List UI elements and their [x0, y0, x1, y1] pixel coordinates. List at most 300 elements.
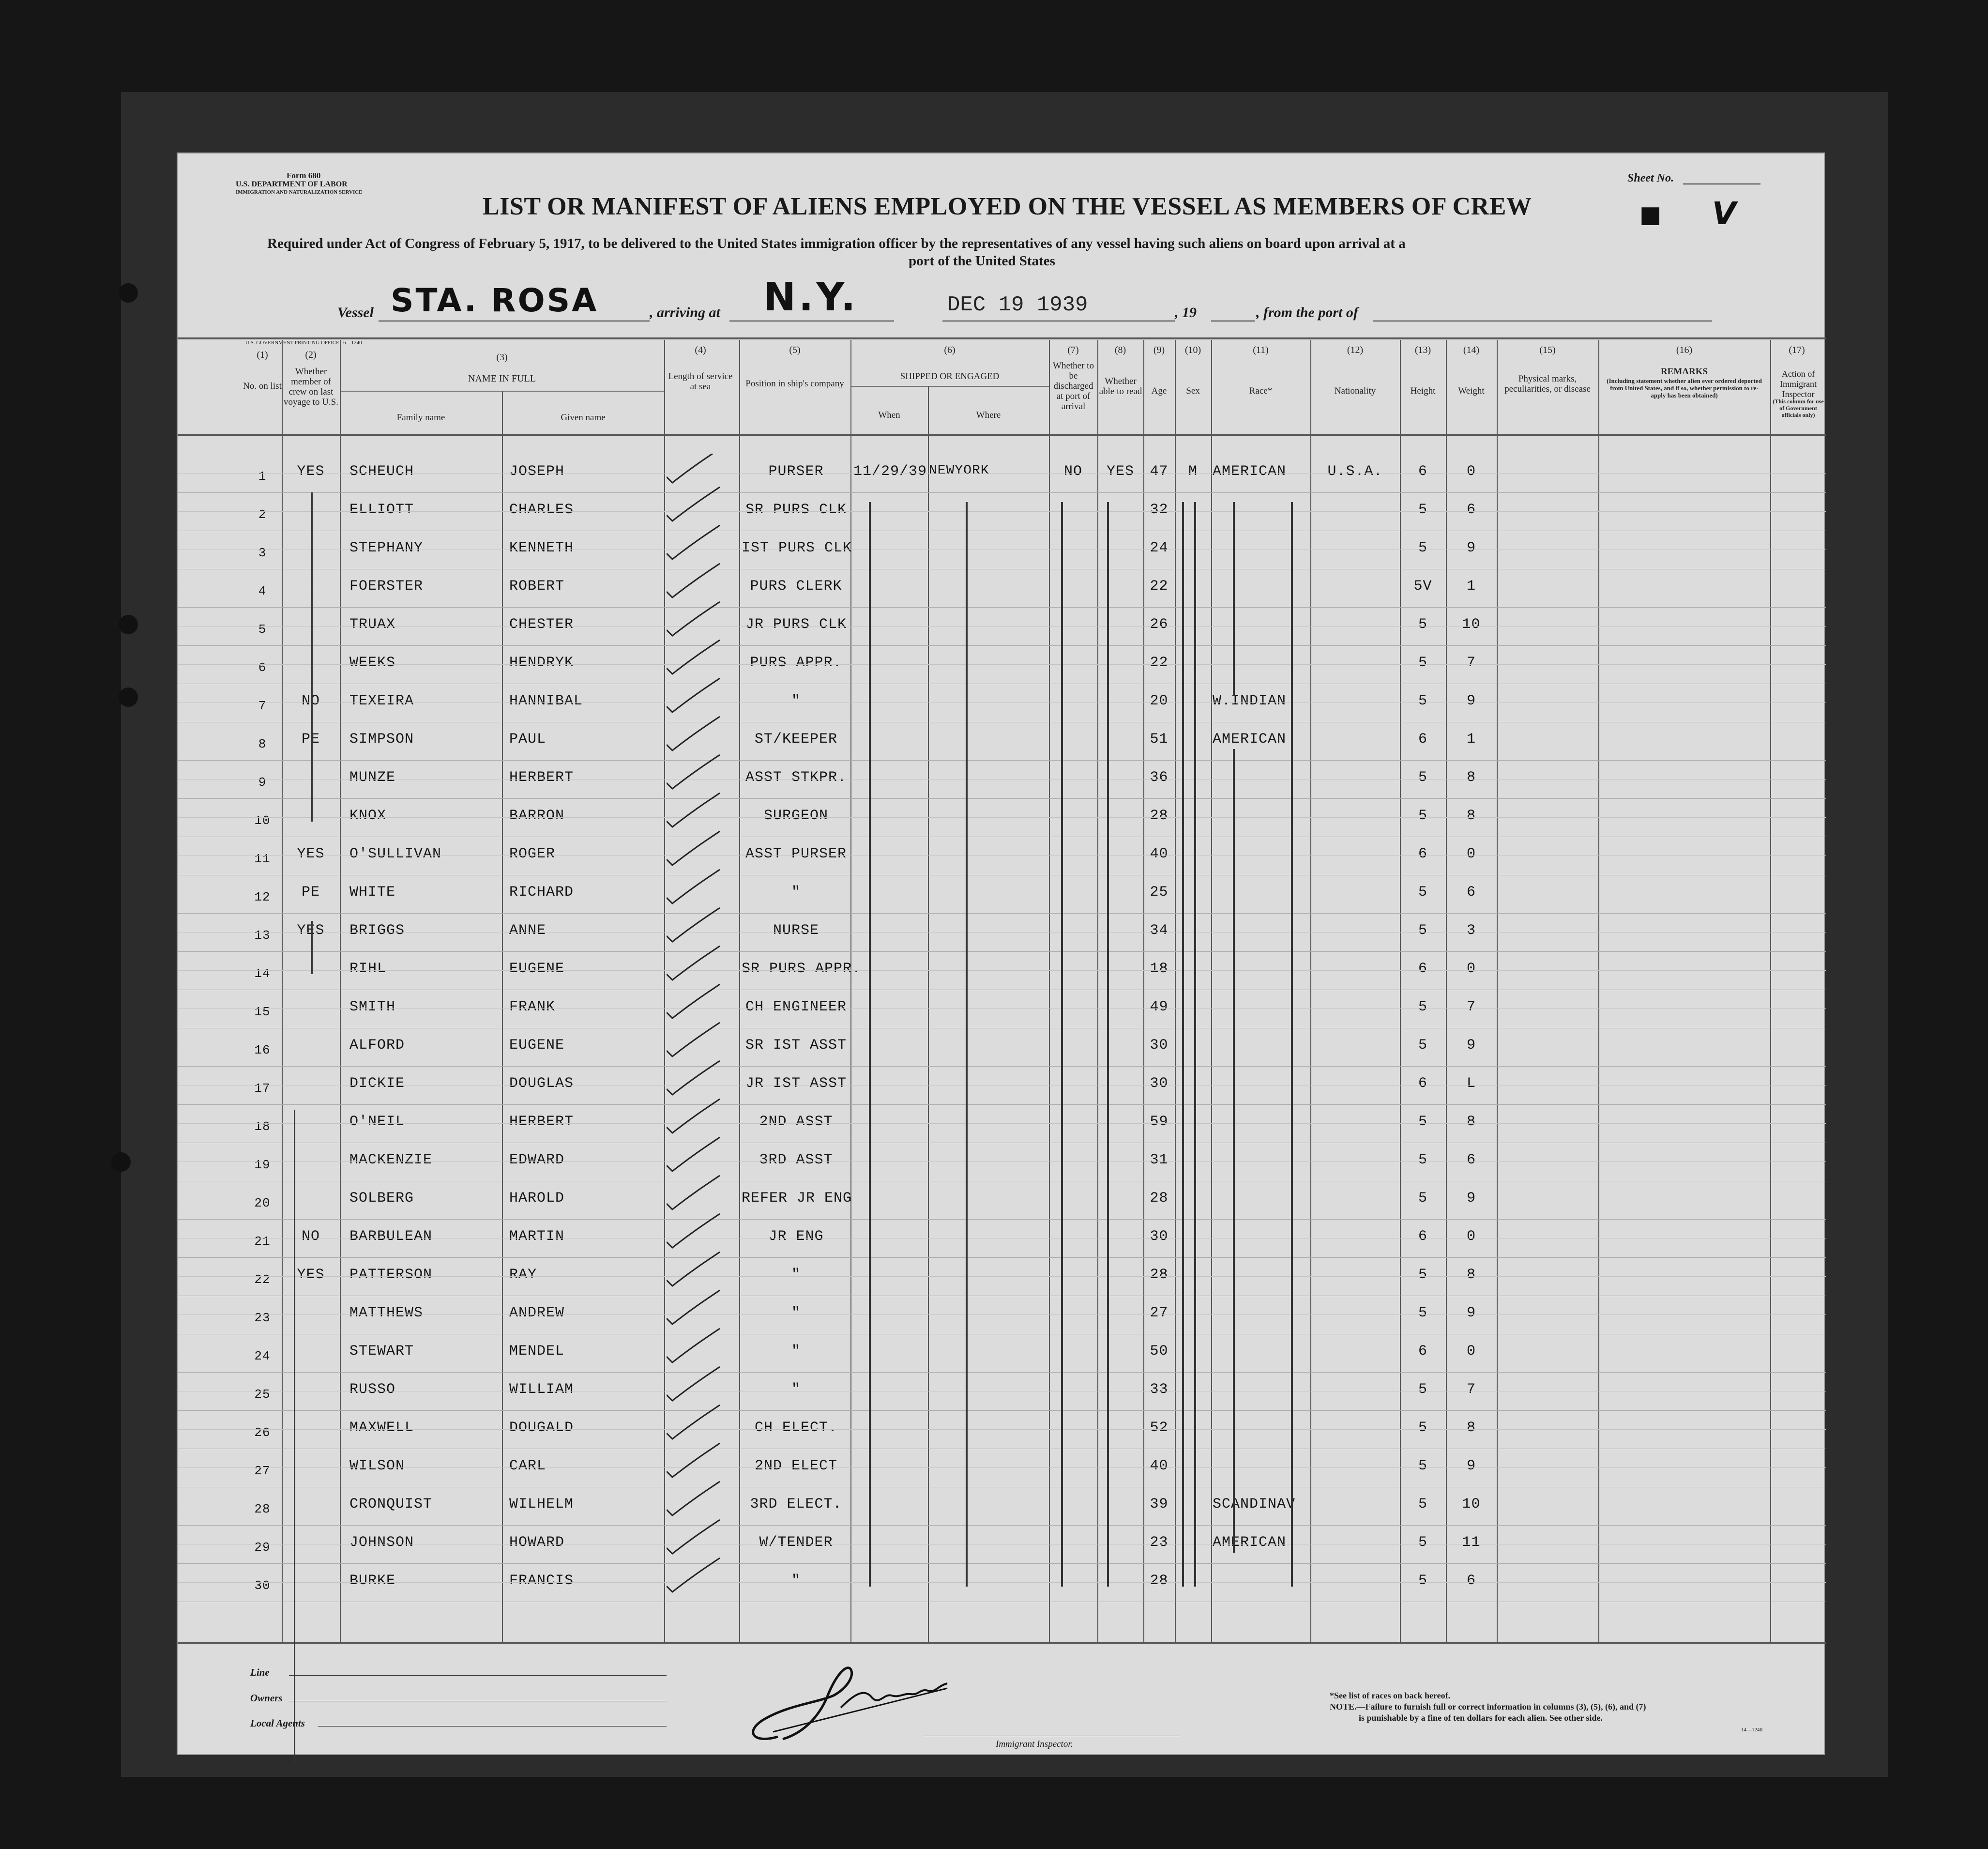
col-header-where: Where	[976, 410, 1001, 420]
prior-voyage: PE	[301, 731, 320, 748]
position: ASST STKPR.	[745, 769, 847, 786]
col-9-number: (9)	[1153, 345, 1165, 355]
race: W.INDIAN	[1213, 693, 1287, 709]
weight: 0	[1466, 1228, 1476, 1245]
age: 28	[1150, 1267, 1169, 1283]
row-number: 29	[254, 1540, 271, 1555]
position: "	[791, 1381, 801, 1398]
row-number: 4	[258, 584, 267, 598]
family-name: WHITE	[349, 884, 396, 901]
col-header-when: When	[878, 410, 900, 420]
height: 6	[1418, 961, 1427, 977]
row-number: 10	[254, 813, 271, 828]
row-number: 26	[254, 1425, 271, 1440]
given-name: CHESTER	[509, 616, 574, 633]
height: 6	[1418, 1228, 1427, 1245]
discharge: NO	[1063, 463, 1082, 480]
weight: 11	[1462, 1534, 1481, 1551]
position: 2ND ELECT	[754, 1458, 838, 1474]
height: 5	[1418, 1267, 1427, 1283]
col-header-physical-marks: Physical marks, peculiarities, or disease	[1504, 374, 1591, 394]
row-number: 28	[254, 1502, 271, 1516]
age: 32	[1150, 502, 1169, 518]
position: JR ENG	[768, 1228, 824, 1245]
form-code: 14—1240	[1741, 1727, 1762, 1733]
given-name: HOWARD	[509, 1534, 565, 1551]
col-2-number: (2)	[305, 350, 317, 360]
service-check-mark	[667, 984, 720, 1018]
local-agents-label: Local Agents	[250, 1717, 305, 1729]
prior-voyage: YES	[297, 922, 325, 939]
sex: M	[1188, 463, 1198, 480]
punch-hole	[111, 1152, 131, 1172]
service-check-marks	[667, 454, 734, 1635]
height: 5	[1418, 1305, 1427, 1321]
age: 22	[1150, 578, 1169, 595]
ditto-mark	[1233, 749, 1235, 1553]
row-number: 2	[258, 507, 267, 522]
weight: 10	[1462, 1496, 1481, 1513]
col-header-height: Height	[1410, 386, 1436, 396]
age: 26	[1150, 616, 1169, 633]
height: 6	[1418, 1075, 1427, 1092]
prior-voyage: NO	[301, 693, 320, 709]
position: JR IST ASST	[745, 1075, 847, 1092]
service-check-mark	[667, 1137, 720, 1171]
height: 6	[1418, 731, 1427, 748]
col-header-sex: Sex	[1186, 386, 1200, 396]
position: W/TENDER	[759, 1534, 833, 1551]
arriving-port: N.Y.	[763, 275, 859, 320]
age: 23	[1150, 1534, 1169, 1551]
prior-voyage: NO	[301, 1228, 320, 1245]
subtitle-2: port of the United States	[909, 253, 1055, 269]
row-number: 27	[254, 1464, 271, 1478]
height: 5	[1418, 1420, 1427, 1436]
weight: 7	[1466, 1381, 1476, 1398]
given-name: WILLIAM	[509, 1381, 574, 1398]
given-name: HENDRYK	[509, 655, 574, 671]
col-11-number: (11)	[1253, 345, 1269, 355]
position: "	[791, 693, 801, 709]
ditto-mark	[1107, 502, 1109, 1587]
col-header-service-length: Length of service at sea	[668, 371, 733, 392]
ditto-mark	[1061, 502, 1063, 1587]
ditto-mark	[1182, 502, 1184, 1587]
weight: 9	[1466, 540, 1476, 556]
weight: 9	[1466, 693, 1476, 709]
family-name: TRUAX	[349, 616, 396, 633]
row-number: 3	[258, 546, 267, 560]
height: 5	[1418, 502, 1427, 518]
weight: 6	[1466, 502, 1476, 518]
weight: 8	[1466, 1114, 1476, 1130]
race: AMERICAN	[1213, 1534, 1287, 1551]
row-number: 18	[254, 1119, 271, 1134]
vessel-name: STA. ROSA	[391, 282, 599, 319]
shipped-when: 11/29/39	[853, 463, 927, 480]
family-name: JOHNSON	[349, 1534, 414, 1551]
weight: 8	[1466, 769, 1476, 786]
from-port-label: , from the port of	[1256, 305, 1358, 321]
ditto-mark	[1194, 502, 1196, 1587]
col-6-number: (6)	[944, 345, 956, 355]
service-check-mark	[667, 1558, 720, 1592]
position: SR IST ASST	[745, 1037, 847, 1054]
col-16-number: (16)	[1676, 345, 1693, 355]
position: SR PURS CLK	[745, 502, 847, 518]
age: 28	[1150, 808, 1169, 824]
row-number: 19	[254, 1158, 271, 1172]
given-name: HERBERT	[509, 769, 574, 786]
col-header-position: Position in ship's company	[745, 379, 844, 389]
family-name: FOERSTER	[349, 578, 424, 595]
row-number: 1	[258, 469, 267, 484]
col-13-number: (13)	[1414, 345, 1431, 355]
family-name: STEWART	[349, 1343, 414, 1360]
family-name: BURKE	[349, 1573, 396, 1589]
page-title: LIST OR MANIFEST OF ALIENS EMPLOYED ON THE VESSEL AS MEMBERS OF CREW	[483, 193, 1532, 220]
family-name: KNOX	[349, 808, 387, 824]
weight: 0	[1466, 463, 1476, 480]
weight: 0	[1466, 1343, 1476, 1360]
family-name: RIHL	[349, 961, 387, 977]
weight: 9	[1466, 1037, 1476, 1054]
given-name: DOUGLAS	[509, 1075, 574, 1092]
weight: 1	[1466, 731, 1476, 748]
weight: 0	[1466, 961, 1476, 977]
col-header-prior-voyage: Whether member of crew on last voyage to U.S.	[284, 367, 338, 407]
col-12-number: (12)	[1347, 345, 1364, 355]
height: 5	[1418, 769, 1427, 786]
col-header-no: No. on list	[243, 381, 282, 391]
col-header-name: NAME IN FULL	[468, 373, 536, 384]
position: SURGEON	[763, 808, 829, 824]
given-name: WILHELM	[509, 1496, 574, 1513]
weight: 0	[1466, 846, 1476, 862]
given-name: HERBERT	[509, 1114, 574, 1130]
age: 28	[1150, 1573, 1169, 1589]
age: 30	[1150, 1075, 1169, 1092]
col-header-age: Age	[1151, 386, 1167, 396]
row-number: 23	[254, 1311, 271, 1325]
age: 33	[1150, 1381, 1169, 1398]
age: 25	[1150, 884, 1169, 901]
prior-voyage: PE	[301, 884, 320, 901]
sheet-label: Sheet No.	[1627, 172, 1674, 184]
weight: 9	[1466, 1458, 1476, 1474]
row-number: 17	[254, 1081, 271, 1096]
subtitle: Required under Act of Congress of February 5, 1917, to be delivered to the United States immigration officer by the representatives of any vessel having such aliens on board upon arrival at a	[267, 236, 1406, 251]
position: CH ENGINEER	[745, 999, 847, 1015]
col-17-number: (17)	[1789, 345, 1805, 355]
weight: 8	[1466, 808, 1476, 824]
row-number: 12	[254, 890, 271, 904]
service-check-mark	[667, 1405, 720, 1439]
col-header-family-name: Family name	[396, 413, 445, 423]
family-name: CRONQUIST	[349, 1496, 433, 1513]
weight: 1	[1466, 578, 1476, 595]
position: "	[791, 884, 801, 901]
height: 5	[1418, 808, 1427, 824]
given-name: ANNE	[509, 922, 546, 939]
age: 34	[1150, 922, 1169, 939]
family-name: WEEKS	[349, 655, 396, 671]
row-number: 9	[258, 775, 267, 790]
age: 28	[1150, 1190, 1169, 1207]
height: 5	[1418, 655, 1427, 671]
nationality: U.S.A.	[1327, 463, 1383, 480]
prior-voyage: YES	[297, 846, 325, 862]
service-check-mark	[667, 640, 720, 674]
weight: 8	[1466, 1420, 1476, 1436]
col-header-remarks: REMARKS	[1660, 367, 1708, 377]
ditto-mark	[311, 492, 313, 822]
height: 6	[1418, 1343, 1427, 1360]
age: 36	[1150, 769, 1169, 786]
punch-hole	[119, 283, 138, 303]
age: 22	[1150, 655, 1169, 671]
weight: 6	[1466, 1573, 1476, 1589]
able-to-read: YES	[1106, 463, 1134, 480]
age: 39	[1150, 1496, 1169, 1513]
family-name: MUNZE	[349, 769, 396, 786]
age: 24	[1150, 540, 1169, 556]
punch-hole	[119, 688, 138, 707]
family-name: ALFORD	[349, 1037, 405, 1054]
vessel-label: Vessel	[337, 305, 374, 321]
given-name: EUGENE	[509, 961, 565, 977]
height: 5	[1418, 1534, 1427, 1551]
weight: 8	[1466, 1267, 1476, 1283]
family-name: PATTERSON	[349, 1267, 433, 1283]
given-name: HANNIBAL	[509, 693, 583, 709]
family-name: WILSON	[349, 1458, 405, 1474]
age: 40	[1150, 846, 1169, 862]
position: IST PURS CLK	[742, 540, 852, 556]
age: 52	[1150, 1420, 1169, 1436]
service-check-mark	[667, 602, 720, 636]
row-number: 7	[258, 699, 267, 713]
position: "	[791, 1305, 801, 1321]
height: 5	[1418, 1458, 1427, 1474]
ditto-mark	[966, 502, 968, 1587]
age: 49	[1150, 999, 1169, 1015]
col-header-shipped: SHIPPED OR ENGAGED	[900, 371, 1000, 382]
position: ST/KEEPER	[754, 731, 838, 748]
position: CH ELECT.	[754, 1420, 838, 1436]
col-3-number: (3)	[496, 352, 508, 363]
service-check-mark	[667, 1023, 720, 1056]
given-name: KENNETH	[509, 540, 574, 556]
form-number: Form 680	[287, 171, 321, 180]
position: JR PURS CLK	[745, 616, 847, 633]
given-name: RICHARD	[509, 884, 574, 901]
position: 3RD ELECT.	[750, 1496, 842, 1513]
row-number: 5	[258, 622, 267, 637]
family-name: SIMPSON	[349, 731, 414, 748]
weight: 7	[1466, 999, 1476, 1015]
weight: 6	[1466, 1152, 1476, 1168]
height: 5	[1418, 540, 1427, 556]
given-name: CARL	[509, 1458, 546, 1474]
service-check-mark	[667, 870, 720, 903]
punch-hole	[119, 615, 138, 634]
service-check-mark	[667, 564, 720, 597]
service-check-mark	[667, 1061, 720, 1095]
arriving-label: , arriving at	[650, 305, 720, 321]
service-check-mark	[667, 1099, 720, 1133]
height: 5	[1418, 1381, 1427, 1398]
age: 51	[1150, 731, 1169, 748]
line-label: Line	[250, 1666, 270, 1678]
col-header-nationality: Nationality	[1334, 386, 1376, 396]
year-label: , 19	[1175, 305, 1197, 321]
row-number: 13	[254, 928, 271, 943]
position: PURS CLERK	[750, 578, 842, 595]
handwritten-mark: ■	[1639, 201, 1662, 228]
given-name: ROGER	[509, 846, 556, 862]
row-number: 16	[254, 1043, 271, 1057]
prior-voyage: YES	[297, 463, 325, 480]
service-check-mark	[667, 908, 720, 942]
family-name: STEPHANY	[349, 540, 424, 556]
given-name: ROBERT	[509, 578, 565, 595]
position: "	[791, 1343, 801, 1360]
service-check-mark	[667, 525, 720, 559]
corner-check-mark: V	[1712, 196, 1736, 232]
col-7-number: (7)	[1067, 345, 1079, 355]
family-name: ELLIOTT	[349, 502, 414, 518]
race: AMERICAN	[1213, 463, 1287, 480]
family-name: DICKIE	[349, 1075, 405, 1092]
height: 5	[1418, 1114, 1427, 1130]
service-check-mark	[667, 1367, 720, 1401]
position: NURSE	[773, 922, 819, 939]
service-check-mark	[667, 1252, 720, 1286]
service-check-mark	[667, 678, 720, 712]
weight: 3	[1466, 922, 1476, 939]
ditto-mark	[294, 1110, 295, 1763]
position: 3RD ASST	[759, 1152, 833, 1168]
height: 5	[1418, 922, 1427, 939]
given-name: FRANCIS	[509, 1573, 574, 1589]
col-header-inspector-action: Action of Immigrant Inspector	[1780, 369, 1817, 399]
row-number: 30	[254, 1578, 271, 1593]
date-stamp: DEC 19 1939	[947, 293, 1088, 317]
family-name: BARBULEAN	[349, 1228, 433, 1245]
ditto-mark	[1291, 502, 1293, 1587]
col-10-number: (10)	[1184, 345, 1201, 355]
weight: 9	[1466, 1190, 1476, 1207]
inspector-signature	[744, 1659, 976, 1756]
height: 5	[1418, 999, 1427, 1015]
age: 40	[1150, 1458, 1169, 1474]
given-name: BARRON	[509, 808, 565, 824]
service-check-mark	[667, 1520, 720, 1554]
position: PURS APPR.	[750, 655, 842, 671]
family-name: BRIGGS	[349, 922, 405, 939]
row-number: 24	[254, 1349, 271, 1363]
prior-voyage: YES	[297, 1267, 325, 1283]
row-number: 14	[254, 966, 271, 981]
age: 50	[1150, 1343, 1169, 1360]
position: ASST PURSER	[745, 846, 847, 862]
weight: L	[1466, 1075, 1476, 1092]
service-check-mark	[667, 831, 720, 865]
col-header-discharged: Whether to be discharged at port of arrival	[1053, 361, 1094, 412]
ditto-mark	[869, 502, 871, 1587]
service-check-mark	[667, 487, 720, 521]
row-number: 15	[254, 1005, 271, 1019]
service-check-mark	[667, 1443, 720, 1477]
given-name: DOUGALD	[509, 1420, 574, 1436]
col-14-number: (14)	[1463, 345, 1480, 355]
col-header-able-to-read: Whether able to read	[1099, 376, 1142, 397]
given-name: EUGENE	[509, 1037, 565, 1054]
age: 59	[1150, 1114, 1169, 1130]
col-8-number: (8)	[1114, 345, 1126, 355]
service-check-mark	[667, 1290, 720, 1324]
service-check-mark	[667, 1329, 720, 1362]
weight: 10	[1462, 616, 1481, 633]
given-name: EDWARD	[509, 1152, 565, 1168]
position: "	[791, 1573, 801, 1589]
position: PURSER	[768, 463, 824, 480]
given-name: ANDREW	[509, 1305, 565, 1321]
height: 5	[1418, 616, 1427, 633]
col-header-inspector-note: (This column for use of Government officials only)	[1773, 398, 1824, 418]
age: 30	[1150, 1037, 1169, 1054]
manifest-sheet	[177, 153, 1825, 1755]
row-number: 25	[254, 1387, 271, 1402]
given-name: MARTIN	[509, 1228, 565, 1245]
height: 5V	[1413, 578, 1432, 595]
height: 6	[1418, 846, 1427, 862]
inspector-label: Immigrant Inspector.	[996, 1739, 1073, 1749]
height: 5	[1418, 1496, 1427, 1513]
race: AMERICAN	[1213, 731, 1287, 748]
col-5-number: (5)	[789, 345, 801, 355]
height: 5	[1418, 1190, 1427, 1207]
position: 2ND ASST	[759, 1114, 833, 1130]
service-check-mark	[667, 946, 720, 980]
col-1-number: (1)	[257, 350, 268, 360]
family-name: RUSSO	[349, 1381, 396, 1398]
department: U.S. DEPARTMENT OF LABOR	[236, 180, 348, 188]
age: 20	[1150, 693, 1169, 709]
weight: 6	[1466, 884, 1476, 901]
family-name: MACKENZIE	[349, 1152, 433, 1168]
weight: 9	[1466, 1305, 1476, 1321]
row-number: 20	[254, 1196, 271, 1210]
shipped-where: NEWYORK	[929, 463, 989, 478]
height: 5	[1418, 1037, 1427, 1054]
service-check-mark	[667, 755, 720, 789]
weight: 7	[1466, 655, 1476, 671]
age: 27	[1150, 1305, 1169, 1321]
service-check-mark	[667, 1482, 720, 1515]
family-name: SMITH	[349, 999, 396, 1015]
given-name: FRANK	[509, 999, 556, 1015]
position: REFER JR ENG	[742, 1190, 852, 1207]
row-number: 8	[258, 737, 267, 751]
family-name: SCHEUCH	[349, 463, 414, 480]
given-name: MENDEL	[509, 1343, 565, 1360]
given-name: PAUL	[509, 731, 546, 748]
age: 31	[1150, 1152, 1169, 1168]
height: 6	[1418, 463, 1427, 480]
